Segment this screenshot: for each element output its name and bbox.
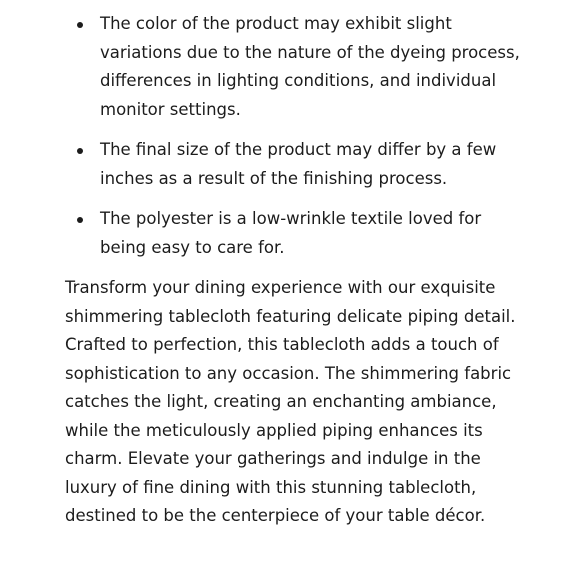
list-item xyxy=(65,205,520,262)
product-description-paragraph: Transform your dining experience with our exquisite shimmering tablecloth featuring delicate piping detail. Crafted to perfection, this tablecloth adds a touch of sophistication to any occasion. The shimmering fabric catches the light, creating an enchanting ambiance, while the meticulously applied piping enhances its charm. Elevate your gatherings and indulge in the luxury of fine dining with this stunning tablecloth, destined to be the centerpiece of your table décor. xyxy=(65,278,516,525)
list-item xyxy=(65,136,520,193)
list-item xyxy=(65,10,520,124)
list-item-text: The final size of the product may differ by a few inches as a result of the finishing process. xyxy=(100,140,497,188)
bullet-icon xyxy=(77,148,83,154)
product-description-section xyxy=(65,10,520,531)
list-item-text: The color of the product may exhibit slight variations due to the nature of the dyeing process, differences in lighting conditions, and individual monitor settings. xyxy=(100,14,520,119)
bullet-icon xyxy=(77,22,83,28)
list-item-text: The polyester is a low-wrinkle textile loved for being easy to care for. xyxy=(100,209,482,257)
product-notes-list xyxy=(65,10,520,262)
bullet-icon xyxy=(77,217,83,223)
